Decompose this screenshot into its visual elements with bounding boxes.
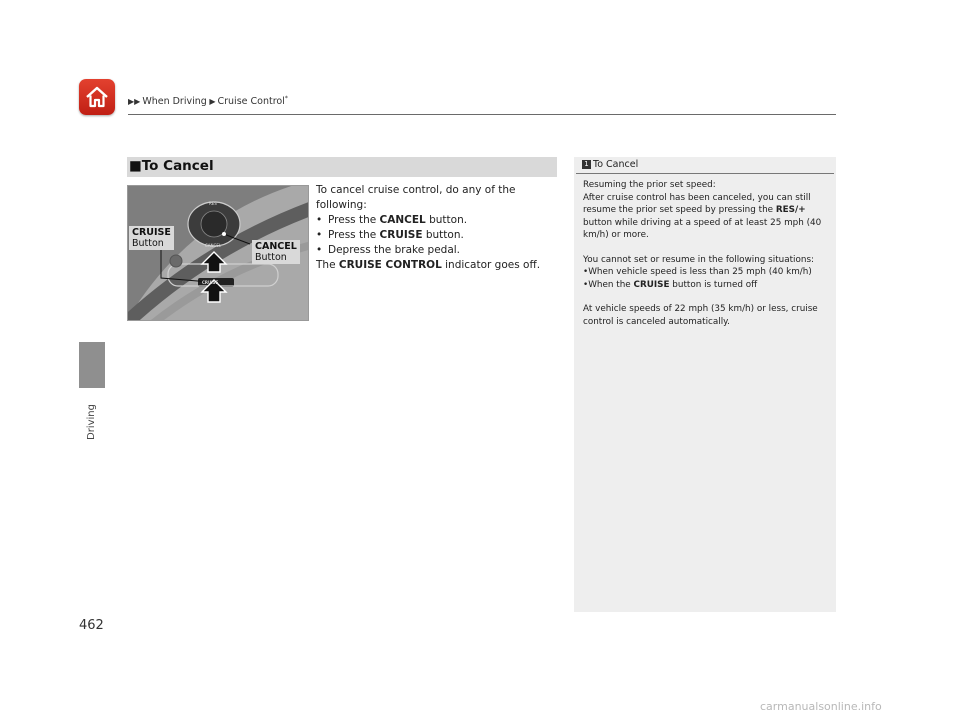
body-bullet: • Press the CRUISE button. bbox=[316, 229, 464, 241]
section-header bbox=[127, 157, 557, 177]
section-title: To Cancel bbox=[141, 158, 214, 174]
sidebar-note-body: Resuming the prior set speed: After cruise control has been canceled, you can still resume the prior set speed by pressing the RES/+ button while driving at a speed of at least 25 mph (40 km/h) or more. You cannot set or resume in the following situations: •When vehicle speed is less than 25 mph (40 km/h) •When the CRUISE button is turned off At vehicle speeds of 22 mph (35 km/h) or less, cruise control is canceled automatically. bbox=[583, 180, 822, 327]
home-icon bbox=[84, 84, 110, 110]
note-marker-icon: 1 bbox=[582, 160, 591, 169]
breadcrumb-asterisk: * bbox=[284, 95, 288, 102]
page-number: 462 bbox=[79, 618, 104, 633]
cancel-callout-sub: Button bbox=[255, 252, 287, 263]
body-bullet: • Depress the brake pedal. bbox=[316, 244, 461, 256]
breadcrumb-arrow-icon: ▶ bbox=[206, 97, 216, 107]
section-square-icon: ■ bbox=[129, 158, 142, 174]
body-text bbox=[316, 183, 551, 273]
body-intro: To cancel cruise control, do any of the following: bbox=[316, 184, 516, 211]
cancel-button-callout bbox=[252, 240, 300, 264]
sidebar-note-rule bbox=[576, 173, 834, 174]
sidebar-note bbox=[574, 157, 836, 612]
switch-label-cancel: CANCEL bbox=[205, 243, 222, 248]
cruise-callout-sub: Button bbox=[132, 238, 164, 249]
watermark: carmanualsonline.info bbox=[760, 700, 882, 713]
breadcrumb-level2[interactable]: Cruise Control bbox=[217, 96, 285, 108]
steering-wheel-figure bbox=[127, 185, 309, 321]
body-outro: The CRUISE CONTROL indicator goes off. bbox=[316, 259, 541, 271]
switch-label-cruise: CRUISE bbox=[202, 280, 219, 285]
header-rule bbox=[128, 114, 836, 115]
cruise-callout-bold: CRUISE bbox=[132, 227, 171, 238]
body-bullet: • Press the CANCEL button. bbox=[316, 214, 468, 226]
breadcrumb-level1[interactable]: When Driving bbox=[142, 96, 207, 108]
home-button[interactable] bbox=[79, 79, 115, 115]
breadcrumb-arrow-icon: ▶▶ bbox=[128, 97, 141, 107]
sidebar-note-title: 1 To Cancel bbox=[582, 159, 638, 170]
switch-label-res: RES bbox=[209, 201, 217, 206]
side-tab-marker bbox=[79, 342, 105, 388]
breadcrumb bbox=[128, 95, 288, 107]
cruise-button-callout bbox=[129, 226, 174, 250]
side-tab-label: Driving bbox=[86, 404, 97, 440]
cancel-callout-bold: CANCEL bbox=[255, 241, 297, 252]
